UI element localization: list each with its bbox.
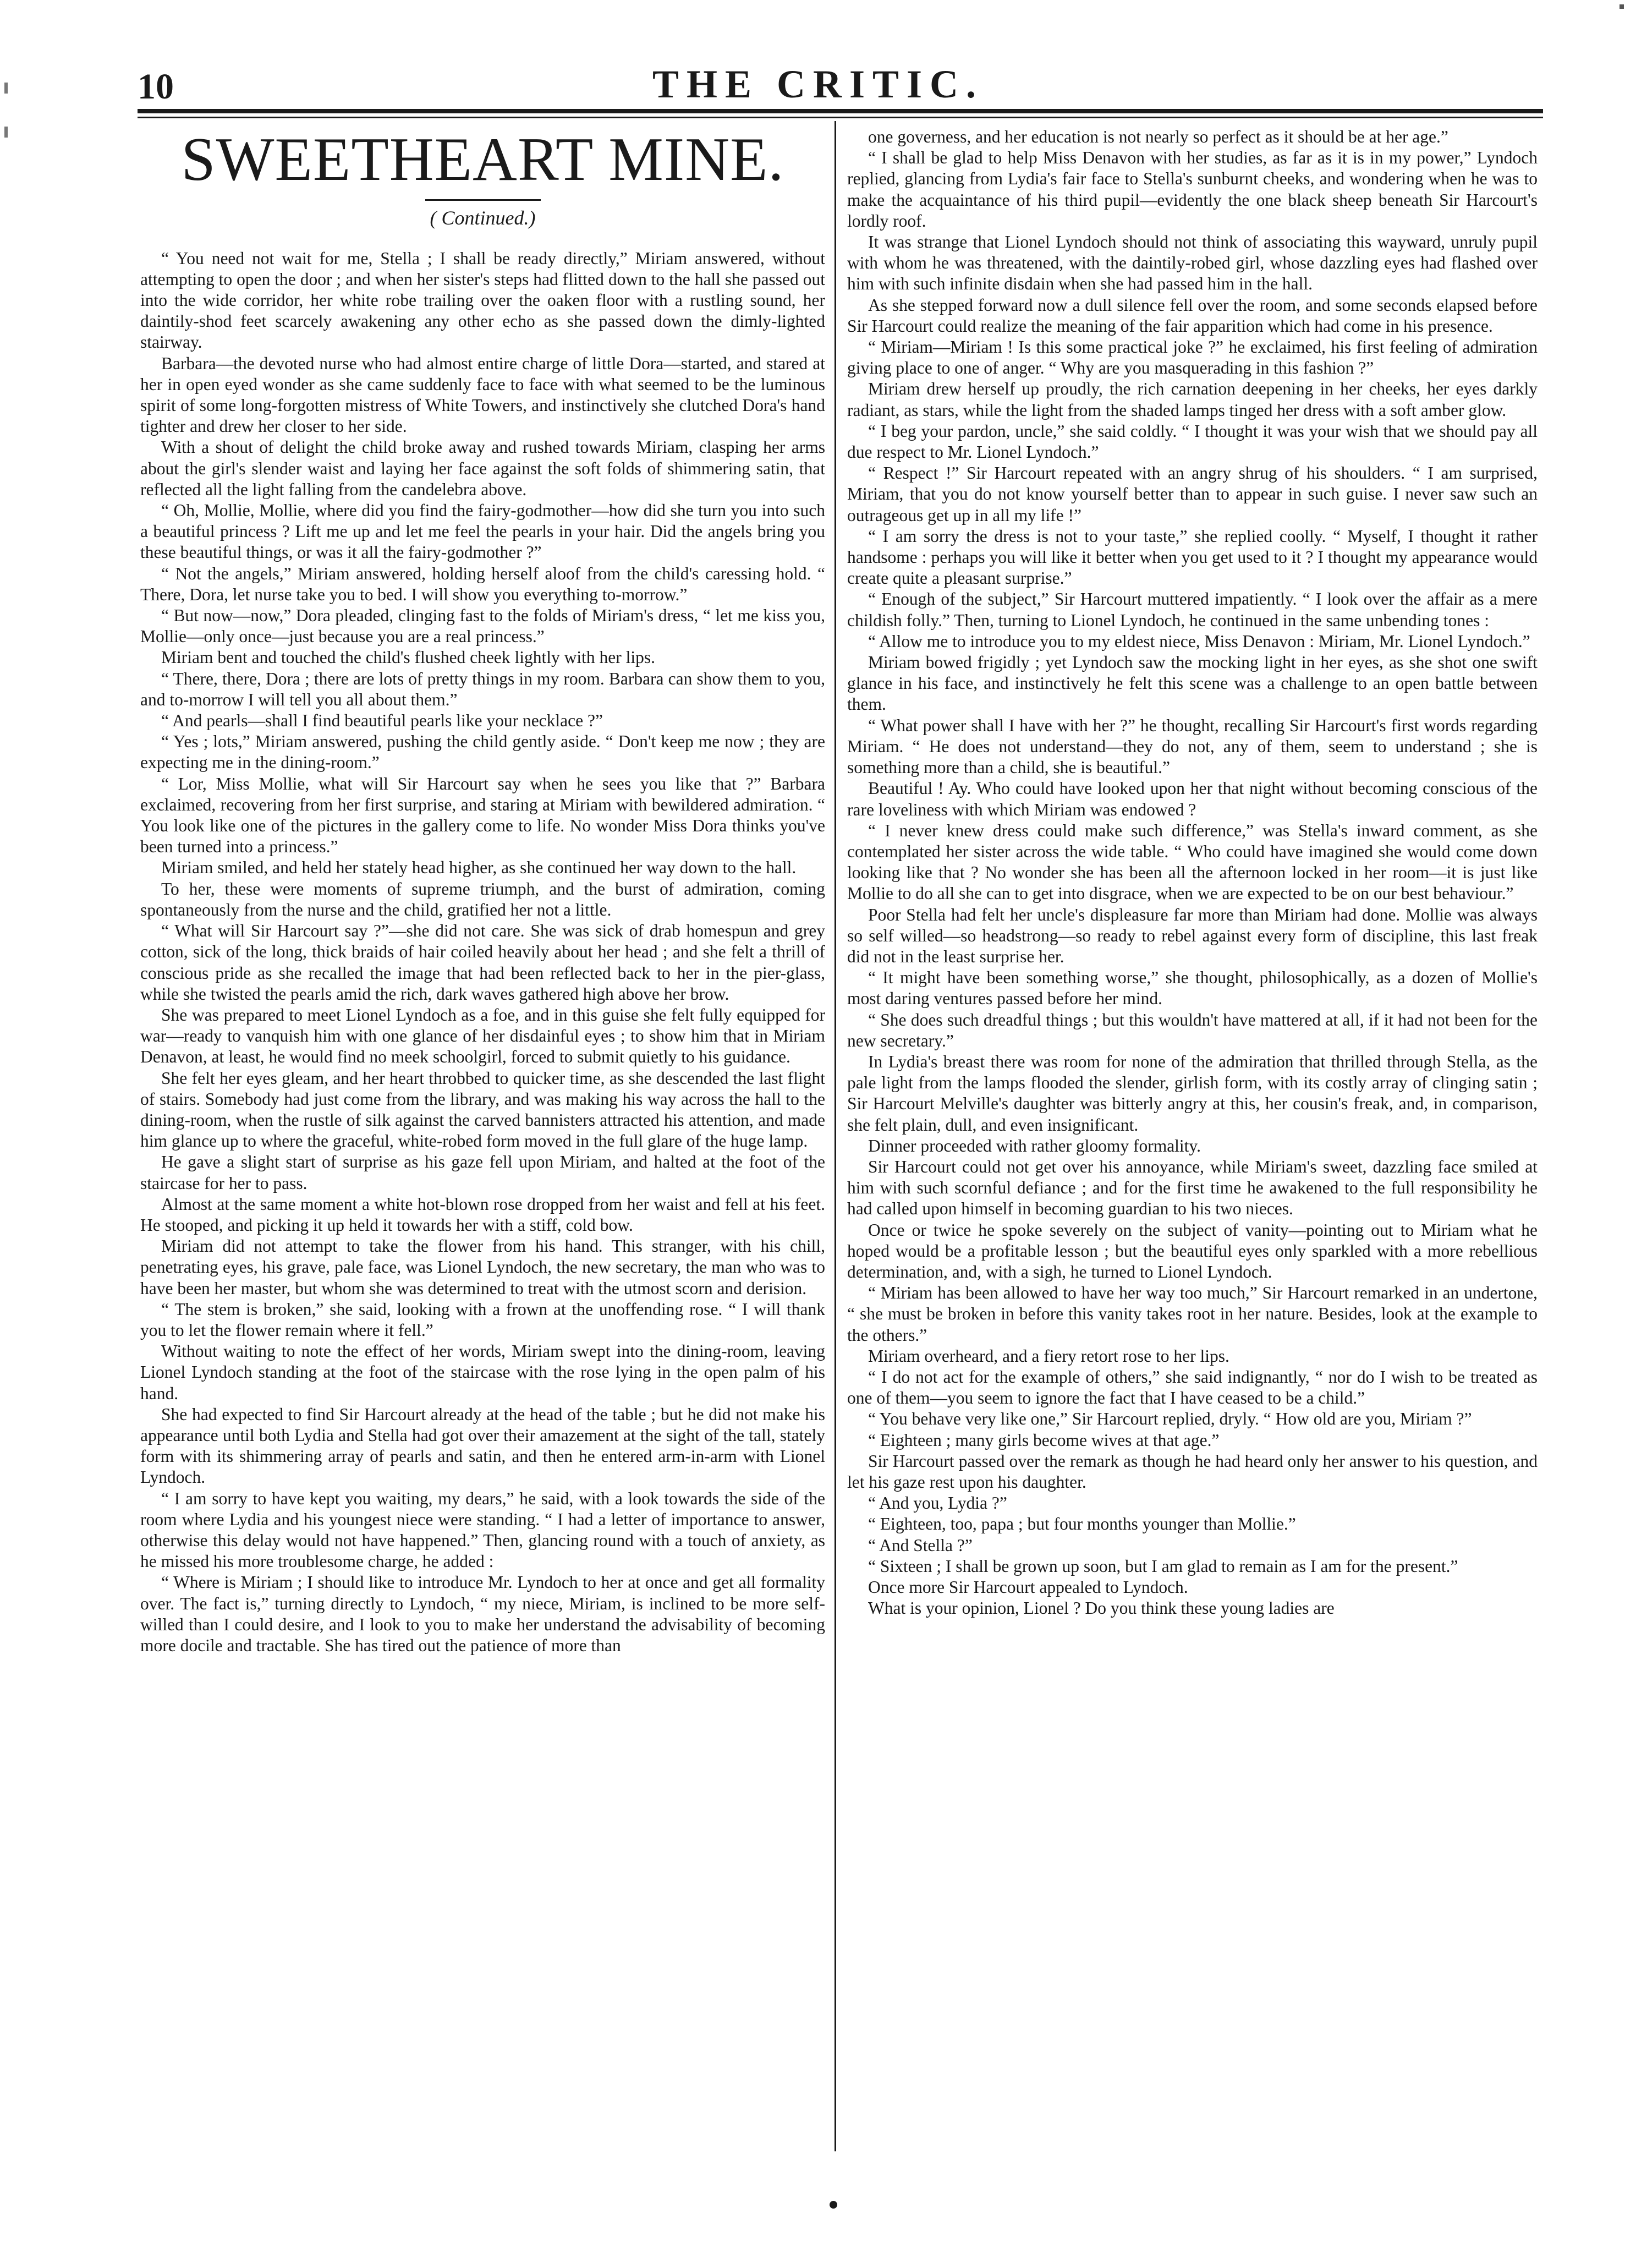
paragraph: “ Sixteen ; I shall be grown up soon, but I am glad to remain as I am for the present.” bbox=[868, 1556, 1458, 1576]
paragraph: “ I am sorry to have kept you waiting, my dears,” he said, with a look towards the side of the room where Lydia and his youngest niece were standing. “ I had a letter of importance to answer, otherwise this delay would not have happened.” Then, glancing round with a touch of anxiety, as he missed his more troublesome charge, he added : bbox=[140, 1488, 825, 1571]
right-column bbox=[847, 127, 1538, 2151]
paragraph: “ Eighteen, too, papa ; but four months younger than Mollie.” bbox=[868, 1514, 1296, 1534]
paragraph: “ But now—now,” Dora pleaded, clinging fast to the folds of Miriam's dress, “ let me kiss you, Mollie—only once—just because you are a real princess.” bbox=[140, 606, 825, 647]
paragraph: “ Lor, Miss Mollie, what will Sir Harcourt say when he sees you like that ?” Barbara exclaimed, recovering from her first surprise, and staring at Miriam with bewildered admiration. “ You look like one of the pictures in the gallery come to life. No wonder Miss Dora thinks you've been turned into a princess.” bbox=[140, 774, 825, 857]
paragraph: Poor Stella had felt her uncle's displeasure far more than Miriam had done. Mollie was always so self willed—so headstrong—so ready to rebel against every form of discipline, this last freak did not in the least surprise her. bbox=[847, 905, 1538, 966]
paragraph: “ There, there, Dora ; there are lots of pretty things in my room. Barbara can show them to you, and to-morrow I will tell you all about them.” bbox=[140, 669, 825, 709]
paragraph: Once more Sir Harcourt appealed to Lyndoch. bbox=[868, 1577, 1188, 1597]
paragraph: Miriam bent and touched the child's flushed cheek lightly with her lips. bbox=[161, 648, 655, 667]
page-number: 10 bbox=[138, 67, 174, 107]
paragraph: “ I shall be glad to help Miss Denavon with her studies, as far as it is in my power,” Lyndoch replied, glancing from Lydia's fair face to Stella's sunburnt cheeks, and wondering when he was to make the acquaintance of his third pupil—evidently the one black sheep beneath Sir Harcourt's lordly roof. bbox=[847, 148, 1538, 231]
header-rule bbox=[138, 109, 1543, 113]
paragraph: “ You need not wait for me, Stella ; I shall be ready directly,” Miriam answered, without attempting to open the door ; and when her sister's steps had flitted down to the hall she passed out into the wide corridor, her white robe trailing over the oaken floor with a rustling sound, her daintily-shod feet scarcely awakening any other echo as she passed down the dimly-lighted stairway. bbox=[140, 248, 825, 352]
paragraph: Sir Harcourt could not get over his annoyance, while Miriam's sweet, dazzling face smiled at him with such scornful defiance ; and for the first time he awakened to the full responsibility he had called upon himself in becoming guardian to his two nieces. bbox=[847, 1157, 1538, 1219]
paragraph: “ Enough of the subject,” Sir Harcourt muttered impatiently. “ I look over the affair as a mere childish folly.” Then, turning to Lionel Lyndoch, he continued in the same unbending tones : bbox=[847, 589, 1538, 630]
article-title: SWEETHEART MINE. bbox=[181, 128, 784, 194]
paragraph: “ Miriam—Miriam ! Is this some practical joke ?” he exclaimed, his first feeling of admiration giving place to one of anger. “ Why are you masquerading in this fashion ?” bbox=[847, 337, 1538, 378]
left-column bbox=[140, 128, 825, 2147]
paragraph: Miriam overheard, and a fiery retort rose to her lips. bbox=[868, 1346, 1229, 1366]
paragraph: Without waiting to note the effect of her words, Miriam swept into the dining-room, leaving Lionel Lyndoch standing at the foot of the staircase with the rose lying in the open palm of his hand. bbox=[140, 1341, 825, 1403]
column-divider bbox=[835, 121, 836, 2151]
paragraph: one governess, and her education is not nearly so perfect as it should be at her age.” bbox=[868, 127, 1448, 146]
paragraph: To her, these were moments of supreme triumph, and the burst of admiration, coming spontaneously from the nurse and the child, gratified her not a little. bbox=[140, 879, 825, 919]
paragraph: With a shout of delight the child broke away and rushed towards Miriam, clasping her arms about the girl's slender waist and laying her face against the soft folds of shimmering satin, that reflected all the light falling from the candelebra above. bbox=[140, 437, 825, 499]
scan-edge-mark bbox=[4, 83, 8, 94]
paragraph: As she stepped forward now a dull silence fell over the room, and some seconds elapsed before Sir Harcourt could realize the meaning of the fair apparition which had come in his presence. bbox=[847, 295, 1538, 336]
paragraph: She was prepared to meet Lionel Lyndoch as a foe, and in this guise she felt fully equipped for war—ready to vanquish him with one glance of her disdainful eyes ; to show him that in Miriam Denavon, at least, he would find no meek schoolgirl, forced to submit quietly to his guidance. bbox=[140, 1005, 825, 1067]
continued-note: ( Continued.) bbox=[430, 206, 536, 229]
title-rule bbox=[425, 199, 541, 201]
paragraph: Dinner proceeded with rather gloomy formality. bbox=[868, 1136, 1201, 1155]
paragraph: “ I am sorry the dress is not to your taste,” she replied coolly. “ Myself, I thought it rather handsome : perhaps you will like it better when you get used to it ? I thought my appearance would create quite a pleasant surprise.” bbox=[847, 526, 1538, 588]
paragraph: Miriam drew herself up proudly, the rich carnation deepening in her cheeks, her eyes darkly radiant, as stars, while the light from the shaded lamps tinged her dress with a soft amber glow. bbox=[847, 379, 1538, 420]
paragraph: She had expected to find Sir Harcourt already at the head of the table ; but he did not make his appearance until both Lydia and Stella had got over their amazement at the sight of the tall, stately form with its shimmering array of pearls and satin, and then he entered arm-in-arm with Lionel Lyndoch. bbox=[140, 1404, 825, 1487]
paragraph: “ You behave very like one,” Sir Harcourt replied, dryly. “ How old are you, Miriam ?” bbox=[868, 1409, 1472, 1429]
scan-edge-dot bbox=[1619, 4, 1624, 9]
paragraph: He gave a slight start of surprise as his gaze fell upon Miriam, and halted at the foot of the staircase for her to pass. bbox=[140, 1152, 825, 1193]
paragraph: Miriam bowed frigidly ; yet Lyndoch saw the mocking light in her eyes, as she shot one swift glance in his face, and instinctively he felt this scene was a challenge to an open battle between them. bbox=[847, 653, 1538, 714]
paragraph: “ And Stella ?” bbox=[868, 1535, 973, 1555]
paragraph: “ Miriam has been allowed to have her way too much,” Sir Harcourt remarked in an undertone, “ she must be broken in before this vanity takes root in her nature. Besides, look at the example to the others.” bbox=[847, 1283, 1538, 1345]
paragraph: “ I do not act for the example of others,” she said indignantly, “ nor do I wish to be treated as one of them—you seem to ignore the fact that I have ceased to be a child.” bbox=[847, 1367, 1538, 1408]
paragraph: It was strange that Lionel Lyndoch should not think of associating this wayward, unruly pupil with whom he was threatened, with the daintily-robed girl, whose dazzling eyes had flashed over him with such infinite disdain when she had passed him in the hall. bbox=[847, 232, 1538, 294]
paragraph: “ Yes ; lots,” Miriam answered, pushing the child gently aside. “ Don't keep me now ; they are expecting me in the dining-room.” bbox=[140, 732, 825, 773]
paragraph: “ Oh, Mollie, Mollie, where did you find the fairy-godmother—how did she turn you into such a beautiful princess ? Lift me up and let me feel the pearls in your hair. Did the angels bring you these beautiful things, or was it all the fairy-godmother ?” bbox=[140, 501, 825, 562]
paragraph: Miriam did not attempt to take the flower from his hand. This stranger, with his chill, penetrating eyes, his grave, pale face, was Lionel Lyndoch, the new secretary, the man who was to have been her master, but whom she was determined to treat with the utmost scorn and derision. bbox=[140, 1236, 825, 1298]
paragraph: “ The stem is broken,” she said, looking with a frown at the unoffending rose. “ I will thank you to let the flower remain where it fell.” bbox=[140, 1299, 825, 1340]
paragraph: “ Where is Miriam ; I should like to introduce Mr. Lyndoch to her at once and get all formality over. The fact is,” turning directly to Lyndoch, “ my niece, Miriam, is inclined to be more self-willed than I could desire, and I look to you to make her understand the advisability of becoming more docile and tractable. She has tired out the patience of more than bbox=[140, 1573, 825, 1655]
right-column-text bbox=[847, 127, 1538, 1619]
paragraph: “ She does such dreadful things ; but this wouldn't have mattered at all, if it had not been for the new secretary.” bbox=[847, 1010, 1538, 1050]
paragraph: Beautiful ! Ay. Who could have looked upon her that night without becoming conscious of the rare loveliness with which Miriam was endowed ? bbox=[847, 779, 1538, 819]
paragraph: Once or twice he spoke severely on the subject of vanity—pointing out to Miriam what he hoped would be a profitable lesson ; but the beautiful eyes only sparkled with a more rebellious determination, and, with a sigh, he turned to Lionel Lyndoch. bbox=[847, 1220, 1538, 1281]
paragraph: “ Not the angels,” Miriam answered, holding herself aloof from the child's caressing hold. “ There, Dora, let nurse take you to bed. I will show you everything to-morrow.” bbox=[140, 563, 825, 604]
paragraph: “ Allow me to introduce you to my eldest niece, Miss Denavon : Miriam, Mr. Lionel Lyndoch.” bbox=[868, 631, 1530, 651]
paragraph: “ What power shall I have with her ?” he thought, recalling Sir Harcourt's first words regarding Miriam. “ He does not understand—they do not, any of them, seem to understand ; she is something more than a child, she is beautiful.” bbox=[847, 715, 1538, 777]
paragraph: What is your opinion, Lionel ? Do you think these young ladies are bbox=[868, 1598, 1335, 1618]
paragraph: “ What will Sir Harcourt say ?”—she did not care. She was sick of drab homespun and grey cotton, sick of the long, thick braids of hair coiled heavily about her head ; and she felt a thrill of conscious pride as she recalled the image that had been reflected back to her in the pier-glass, while she twisted the pearls amid the rich, dark waves gathered high above her brow. bbox=[140, 921, 825, 1004]
paragraph: “ And you, Lydia ?” bbox=[868, 1493, 1007, 1513]
left-column-text bbox=[140, 248, 825, 1657]
scan-edge-mark bbox=[4, 127, 8, 138]
masthead: THE CRITIC. bbox=[652, 62, 984, 106]
paragraph: “ It might have been something worse,” she thought, philosophically, as a dozen of Mollie's most daring ventures passed before her mind. bbox=[847, 968, 1538, 1009]
paragraph: Miriam smiled, and held her stately head higher, as she continued her way down to the hall. bbox=[161, 858, 797, 878]
paragraph: “ Respect !” Sir Harcourt repeated with an angry shrug of his shoulders. “ I am surprised, Miriam, that you do not know yourself better than to appear in such guise. I never saw such an outrageous get up in all my life !” bbox=[847, 463, 1538, 525]
header-rule-thin bbox=[138, 117, 1543, 118]
paragraph: “ I beg your pardon, uncle,” she said coldly. “ I thought it was your wish that we should pay all due respect to Mr. Lionel Lyndoch.” bbox=[847, 421, 1538, 462]
paragraph: In Lydia's breast there was room for none of the admiration that thrilled through Stella, as the pale light from the lamps flooded the slender, girlish form, with its costly array of clinging satin ; Sir Harcourt Melville's daughter was bitterly angry at this, her cousin's freak, and, in comparison, she felt plain, dull, and even insignificant. bbox=[847, 1051, 1538, 1135]
footer-dot bbox=[830, 2201, 837, 2209]
paragraph: “ Eighteen ; many girls become wives at that age.” bbox=[868, 1430, 1220, 1450]
paragraph: Almost at the same moment a white hot-blown rose dropped from her waist and fell at his feet. He stooped, and picking it up held it towards her with a stiff, cold bow. bbox=[140, 1194, 825, 1235]
paragraph: She felt her eyes gleam, and her heart throbbed to quicker time, as she descended the last flight of stairs. Somebody had just come from the library, and was making his way across the hall to the dining-room, when the rustle of silk against the carved bannisters attracted his attention, and made him glance up to where the graceful, white-robed form moved in the full glare of the huge lamp. bbox=[140, 1068, 825, 1151]
paragraph: “ I never knew dress could make such difference,” was Stella's inward comment, as she contemplated her sister across the wide table. “ Who could have imagined she would come down looking like that ? No wonder she has been all the afternoon locked in her room—it is just like Mollie to do all she can to get into disgrace, when we are expected to be on our best behaviour.” bbox=[847, 820, 1538, 903]
paragraph: Barbara—the devoted nurse who had almost entire charge of little Dora—started, and stared at her in open eyed wonder as she came suddenly face to face with what seemed to be the luminous spirit of some long-forgotten mistress of White Towers, and instinctively she clutched Dora's hand tighter and drew her closer to her side. bbox=[140, 353, 825, 436]
paragraph: “ And pearls—shall I find beautiful pearls like your necklace ?” bbox=[161, 711, 603, 731]
paragraph: Sir Harcourt passed over the remark as though he had heard only her answer to his question, and let his gaze rest upon his daughter. bbox=[847, 1451, 1538, 1492]
